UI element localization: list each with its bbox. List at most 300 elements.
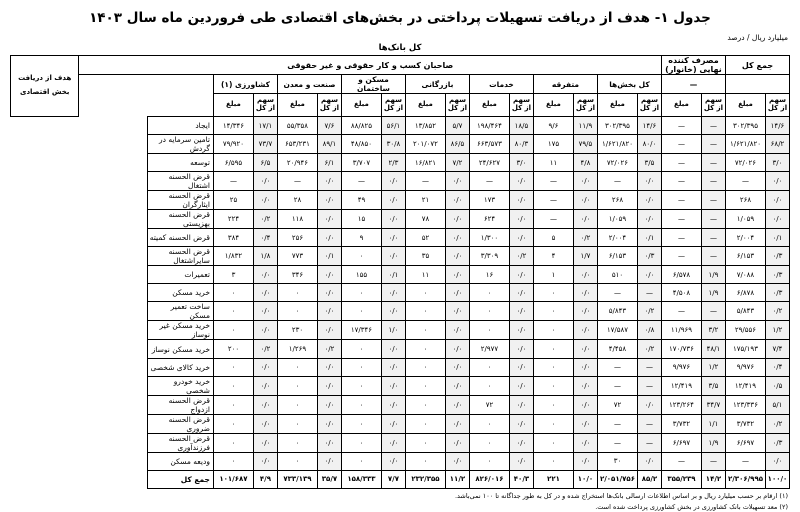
cell-amount: ۶/۱۵۳ xyxy=(725,247,765,266)
cell-share: ۰/۰ xyxy=(445,452,469,470)
cell-share: ۰/۲ xyxy=(253,210,277,229)
cell-share: ۰/۲ xyxy=(637,302,661,321)
cell-share: ۰/۳ xyxy=(766,266,790,284)
cell-amount: ۰ xyxy=(405,321,445,340)
cell-share: ۷۹/۵ xyxy=(573,135,597,154)
header-subgroup-household: — xyxy=(661,75,725,94)
total-share: ۴/۹ xyxy=(253,470,277,488)
header-subgroup: خدمات xyxy=(469,75,533,94)
cell-share: ۱۷/۱ xyxy=(253,117,277,135)
cell-share: ۰/۰ xyxy=(445,247,469,266)
cell-amount: ۰ xyxy=(213,452,253,470)
cell-amount: ۰ xyxy=(277,452,317,470)
cell-amount: — xyxy=(533,210,573,229)
header-subgroup-total xyxy=(725,75,789,94)
total-amount: ۲۳۲/۳۵۵ xyxy=(405,470,445,488)
cell-share: ۰/۰ xyxy=(317,229,341,247)
table-row xyxy=(11,284,790,302)
cell-amount: ۴/۴۵۸ xyxy=(597,340,637,358)
cell-amount: ۷۲ xyxy=(469,395,509,414)
header-subgroup-row xyxy=(11,75,790,94)
cell-share: — xyxy=(701,452,725,470)
cell-amount: ۲۰/۹۴۶ xyxy=(277,154,317,172)
cell-amount: ۵/۸۴۳ xyxy=(725,302,765,321)
table-row xyxy=(11,210,790,229)
cell-amount: ۶۵۳/۲۳۱ xyxy=(277,135,317,154)
row-label: توسعه xyxy=(147,154,213,172)
cell-amount: ۳/۷۳۲ xyxy=(725,414,765,433)
cell-amount: ۱۱۸ xyxy=(277,210,317,229)
cell-share: ۰/۰ xyxy=(509,414,533,433)
cell-share: ۱/۲ xyxy=(766,321,790,340)
table-row xyxy=(11,433,790,452)
cell-share: ۰/۰ xyxy=(637,395,661,414)
cell-share: ۰/۵ xyxy=(766,376,790,395)
cell-amount: ۷۲/۰۲۶ xyxy=(597,154,637,172)
cell-amount: ۰ xyxy=(469,284,509,302)
cell-share: ۰/۰ xyxy=(509,229,533,247)
cell-amount: ۴۸/۸۵۰ xyxy=(341,135,381,154)
header-amount: مبلغ xyxy=(341,94,381,117)
cell-share: ۰/۰ xyxy=(445,376,469,395)
cell-amount: — xyxy=(661,210,701,229)
cell-amount: ۰ xyxy=(213,321,253,340)
cell-share: ۰/۰ xyxy=(509,284,533,302)
cell-amount: ۱۵۵ xyxy=(341,266,381,284)
row-label: ودیعه مسکن xyxy=(147,452,213,470)
cell-amount: ۸۸/۸۲۵ xyxy=(341,117,381,135)
total-share: ۱۴/۲ xyxy=(701,470,725,488)
cell-share: ۰/۰ xyxy=(253,376,277,395)
cell-share: ۰/۰ xyxy=(317,266,341,284)
cell-share: ۰/۰ xyxy=(573,321,597,340)
cell-amount: ۰ xyxy=(533,452,573,470)
cell-amount: ۰ xyxy=(469,376,509,395)
cell-share: ۰/۰ xyxy=(509,302,533,321)
cell-share: ۰/۰ xyxy=(573,395,597,414)
cell-amount: ۲/۰۰۴ xyxy=(725,229,765,247)
header-corner: هدف از دریافت بخش اقتصادی xyxy=(11,56,79,117)
cell-share: ۰/۰ xyxy=(317,172,341,191)
cell-share: ۶۸/۲ xyxy=(766,135,790,154)
total-amount: ۲/۳۰۶/۹۹۵ xyxy=(725,470,765,488)
cell-amount: ۳/۷۳۲ xyxy=(661,414,701,433)
cell-amount: — xyxy=(597,433,637,452)
cell-share: ۰/۰ xyxy=(317,452,341,470)
cell-share: ۰/۰ xyxy=(445,414,469,433)
cell-share: ۰/۰ xyxy=(573,302,597,321)
cell-share: ۰/۱ xyxy=(766,229,790,247)
cell-share: ۰/۰ xyxy=(253,172,277,191)
cell-share: ۸۶/۵ xyxy=(445,135,469,154)
cell-amount: ۰ xyxy=(533,302,573,321)
cell-share: ۰/۰ xyxy=(509,266,533,284)
cell-amount: ۰ xyxy=(469,414,509,433)
cell-share: — xyxy=(701,191,725,210)
cell-share: ۱۸/۵ xyxy=(509,117,533,135)
cell-share: ۰/۳ xyxy=(766,247,790,266)
cell-share: ۰/۰ xyxy=(445,229,469,247)
cell-share: ۰/۰ xyxy=(445,172,469,191)
cell-amount: ۷۷۳ xyxy=(277,247,317,266)
cell-share: ۱/۰ xyxy=(381,321,405,340)
cell-amount: — xyxy=(661,135,701,154)
cell-share: ۰/۱ xyxy=(317,247,341,266)
cell-share: ۰/۰ xyxy=(445,340,469,358)
header-share-of-total: سهم از کل xyxy=(766,94,790,117)
table-row xyxy=(11,247,790,266)
cell-share: ۰/۰ xyxy=(381,414,405,433)
cell-share: ۰/۰ xyxy=(509,358,533,376)
cell-amount: ۳۰۲/۳۹۵ xyxy=(597,117,637,135)
cell-amount: ۱۶/۸۲۱ xyxy=(405,154,445,172)
cell-amount: ۱/۶۲۱/۸۲۰ xyxy=(597,135,637,154)
cell-share: ۳/۲ xyxy=(701,321,725,340)
bank-scope-label: کل بانک‌ها xyxy=(378,43,422,53)
cell-share: ۰/۰ xyxy=(445,284,469,302)
table-row xyxy=(11,154,790,172)
cell-amount: ۱۷/۳۴۶ xyxy=(341,321,381,340)
row-label: قرض الحسنه فرزندآوری xyxy=(147,433,213,452)
cell-share: ۰/۰ xyxy=(766,210,790,229)
cell-amount: ۰ xyxy=(405,395,445,414)
table-row xyxy=(11,376,790,395)
cell-share: ۰/۰ xyxy=(381,247,405,266)
cell-amount: ۱۲/۴۱۹ xyxy=(661,376,701,395)
cell-amount: ۰ xyxy=(341,433,381,452)
cell-share: ۰/۰ xyxy=(253,302,277,321)
cell-share: — xyxy=(701,229,725,247)
cell-amount: ۰ xyxy=(405,414,445,433)
cell-share: ۰/۰ xyxy=(573,266,597,284)
cell-amount: ۱۲/۴۱۹ xyxy=(725,376,765,395)
cell-share: ۰/۰ xyxy=(573,191,597,210)
cell-share: ۰/۰ xyxy=(573,284,597,302)
cell-share: ۰/۰ xyxy=(317,321,341,340)
cell-amount: ۰ xyxy=(533,376,573,395)
cell-amount: — xyxy=(661,191,701,210)
cell-amount: ۰ xyxy=(341,414,381,433)
cell-amount: ۲۹/۵۵۶ xyxy=(725,321,765,340)
cell-share: ۰/۰ xyxy=(573,358,597,376)
cell-share: ۰/۰ xyxy=(381,395,405,414)
cell-amount: ۲/۹۷۷ xyxy=(469,340,509,358)
cell-share: ۰/۰ xyxy=(253,321,277,340)
cell-amount: ۳۵ xyxy=(405,247,445,266)
cell-amount: ۰ xyxy=(341,284,381,302)
cell-share: ۰/۰ xyxy=(573,414,597,433)
cell-amount: ۱۶ xyxy=(469,266,509,284)
row-label: قرض الحسنه کمیته xyxy=(147,229,213,247)
cell-amount: ۰ xyxy=(341,247,381,266)
header-amount: مبلغ xyxy=(405,94,445,117)
cell-share: ۲/۳ xyxy=(381,154,405,172)
cell-amount: — xyxy=(597,172,637,191)
cell-amount: ۵۱۰ xyxy=(597,266,637,284)
cell-share: ۰/۱ xyxy=(381,266,405,284)
cell-amount: — xyxy=(661,172,701,191)
cell-share: ۰/۰ xyxy=(381,191,405,210)
cell-amount: — xyxy=(405,172,445,191)
row-label: خرید مسکن xyxy=(147,284,213,302)
table-row xyxy=(11,117,790,135)
cell-amount: ۲۵ xyxy=(213,191,253,210)
cell-share: ۰/۰ xyxy=(509,340,533,358)
cell-amount: ۶/۱۵۳ xyxy=(597,247,637,266)
cell-amount: ۳۰۲/۳۹۵ xyxy=(725,117,765,135)
cell-share: ۰/۰ xyxy=(381,229,405,247)
cell-share: ۰/۰ xyxy=(317,395,341,414)
cell-amount: ۳۸۴ xyxy=(213,229,253,247)
cell-amount: ۹/۶ xyxy=(533,117,573,135)
cell-amount: ۵۵/۳۵۸ xyxy=(277,117,317,135)
cell-amount: ۹/۹۷۶ xyxy=(661,358,701,376)
cell-share: ۰/۰ xyxy=(573,376,597,395)
cell-amount: ۲۶۸ xyxy=(597,191,637,210)
footnotes xyxy=(10,492,790,512)
cell-amount: ۲۱ xyxy=(405,191,445,210)
cell-share: ۰/۰ xyxy=(445,266,469,284)
cell-amount: ۱۵ xyxy=(341,210,381,229)
header-group: صاحبان کسب و کار حقوقی و غیر حقوقی xyxy=(79,56,661,75)
cell-share: ۰/۰ xyxy=(509,321,533,340)
header-share-of-total: سهم از کل xyxy=(381,94,405,117)
cell-share: — xyxy=(701,247,725,266)
cell-amount: ۰ xyxy=(405,433,445,452)
cell-amount: ۱۲۳/۲۶۴ xyxy=(661,395,701,414)
cell-amount: ۲۳۰ xyxy=(277,321,317,340)
header-share-of-total: سهم از کل xyxy=(509,94,533,117)
cell-share: ۰/۰ xyxy=(509,452,533,470)
cell-share: ۰/۰ xyxy=(573,172,597,191)
cell-share: ۰/۰ xyxy=(445,210,469,229)
cell-amount: ۰ xyxy=(533,340,573,358)
row-label: خرید مسکن نوساز xyxy=(147,340,213,358)
total-amount: ۲/۰۵۱/۷۵۶ xyxy=(597,470,637,488)
cell-amount: ۰ xyxy=(341,302,381,321)
cell-share: ۷/۲ xyxy=(445,154,469,172)
cell-amount: — xyxy=(661,229,701,247)
cell-amount: ۶/۸۷۸ xyxy=(725,284,765,302)
cell-share: ۰/۴ xyxy=(766,358,790,376)
header-group: جمع کل xyxy=(725,56,789,75)
cell-share: ۰/۰ xyxy=(445,191,469,210)
header-subgroup: کل بخش‌ها xyxy=(597,75,661,94)
cell-share: ۱۱/۹ xyxy=(573,117,597,135)
cell-share: ۰/۰ xyxy=(381,210,405,229)
total-row xyxy=(11,470,790,488)
unit-row xyxy=(10,33,790,42)
cell-share: ۰/۰ xyxy=(573,452,597,470)
row-label: قرض الحسنه ازدواج xyxy=(147,395,213,414)
cell-share: ۷۳/۷ xyxy=(253,135,277,154)
cell-amount: ۰ xyxy=(277,284,317,302)
header-group-row xyxy=(11,56,790,75)
cell-amount: ۱۷۳ xyxy=(469,191,509,210)
cell-amount: ۰ xyxy=(405,376,445,395)
cell-amount: ۰ xyxy=(533,358,573,376)
cell-share: ۰/۳ xyxy=(637,247,661,266)
cell-share: ۰/۰ xyxy=(253,452,277,470)
row-label: قرض الحسنه اشتغال xyxy=(147,172,213,191)
cell-amount: ۱/۰۵۹ xyxy=(725,210,765,229)
table-row xyxy=(11,452,790,470)
cell-amount: ۱۷۵/۱۹۳ xyxy=(725,340,765,358)
cell-share: ۰/۰ xyxy=(509,172,533,191)
cell-amount: ۰ xyxy=(277,433,317,452)
cell-share: ۳/۰ xyxy=(766,154,790,172)
cell-amount: ۰ xyxy=(405,358,445,376)
header-share-of-total: سهم از کل xyxy=(573,94,597,117)
cell-share: ۰/۰ xyxy=(317,358,341,376)
cell-amount: ۱/۸۳۲ xyxy=(213,247,253,266)
cell-share: ۰/۰ xyxy=(445,433,469,452)
total-amount: ۱۰۱/۶۸۷ xyxy=(213,470,253,488)
cell-share: ۸۹/۱ xyxy=(317,135,341,154)
cell-amount: ۱۷۵ xyxy=(533,135,573,154)
cell-amount: ۰ xyxy=(469,433,509,452)
cell-amount: ۷۲/۰۲۶ xyxy=(725,154,765,172)
cell-amount: ۰ xyxy=(277,395,317,414)
header-group: مصرف کننده نهایی (خانوار) xyxy=(661,56,725,75)
total-share: ۳۵/۷ xyxy=(317,470,341,488)
cell-amount: ۰ xyxy=(213,395,253,414)
cell-share: — xyxy=(637,358,661,376)
cell-amount: — xyxy=(469,172,509,191)
header-share-of-total: سهم از کل xyxy=(317,94,341,117)
cell-amount: ۰ xyxy=(341,358,381,376)
cell-amount: — xyxy=(661,117,701,135)
cell-share: ۰/۰ xyxy=(317,376,341,395)
row-label: قرض الحسنه ضروری xyxy=(147,414,213,433)
cell-share: ۰/۰ xyxy=(509,376,533,395)
cell-amount: ۴/۵۰۸ xyxy=(661,284,701,302)
row-label: قرض الحسنه سایراشتغال xyxy=(147,247,213,266)
table-row xyxy=(11,395,790,414)
cell-amount: — xyxy=(277,172,317,191)
total-amount: ۲۲۱ xyxy=(533,470,573,488)
header-cell-row xyxy=(11,94,790,117)
cell-amount: — xyxy=(661,452,701,470)
table-row xyxy=(11,358,790,376)
cell-amount: — xyxy=(533,191,573,210)
cell-share: ۵/۷ xyxy=(445,117,469,135)
cell-amount: ۷۲ xyxy=(597,395,637,414)
table-row xyxy=(11,135,790,154)
cell-amount: ۰ xyxy=(469,358,509,376)
total-amount: ۳۵۵/۲۳۹ xyxy=(661,470,701,488)
cell-share: ۰/۰ xyxy=(573,433,597,452)
header-subgroup: صنعت و معدن xyxy=(277,75,341,94)
cell-amount: ۵ xyxy=(533,229,573,247)
cell-amount: ۱۴/۳۴۶ xyxy=(213,117,253,135)
cell-share: ۱/۲ xyxy=(701,358,725,376)
header-amount: مبلغ xyxy=(725,94,765,117)
total-amount: ۷۳۳/۱۳۹ xyxy=(277,470,317,488)
cell-amount: ۱۷۰/۷۳۶ xyxy=(661,340,701,358)
cell-amount: ۰ xyxy=(469,452,509,470)
cell-share: ۰/۰ xyxy=(573,340,597,358)
table-body xyxy=(11,117,790,489)
total-share: ۱۱/۲ xyxy=(445,470,469,488)
cell-share: — xyxy=(637,414,661,433)
cell-amount: ۰ xyxy=(533,414,573,433)
table-row xyxy=(11,266,790,284)
cell-share: ۳/۵ xyxy=(701,376,725,395)
cell-amount: ۰ xyxy=(277,302,317,321)
cell-amount: — xyxy=(725,452,765,470)
cell-amount: — xyxy=(341,172,381,191)
cell-amount: ۰ xyxy=(213,302,253,321)
cell-share: — xyxy=(701,154,725,172)
row-label: ایجاد xyxy=(147,117,213,135)
total-share: ۱۰/۰ xyxy=(573,470,597,488)
cell-amount: ۰ xyxy=(341,452,381,470)
cell-share: ۴/۸ xyxy=(573,154,597,172)
cell-amount: ۶/۶۹۷ xyxy=(725,433,765,452)
header-amount: مبلغ xyxy=(213,94,253,117)
cell-amount: ۱۳/۸۵۲ xyxy=(405,117,445,135)
facilities-table xyxy=(10,55,790,489)
cell-amount: ۰ xyxy=(277,414,317,433)
cell-amount: ۵۲ xyxy=(405,229,445,247)
cell-amount: ۰ xyxy=(405,452,445,470)
cell-share: — xyxy=(637,284,661,302)
row-label: تعمیرات xyxy=(147,266,213,284)
table-row xyxy=(11,191,790,210)
cell-amount: ۲۰۰ xyxy=(213,340,253,358)
row-label: تامین سرمایه در گردش xyxy=(147,135,213,154)
cell-share: — xyxy=(701,210,725,229)
cell-amount: — xyxy=(597,414,637,433)
cell-share: ۰/۰ xyxy=(381,284,405,302)
header-amount: مبلغ xyxy=(597,94,637,117)
cell-share: ۰/۰ xyxy=(445,302,469,321)
cell-amount: ۳ xyxy=(213,266,253,284)
total-share: ۱۰۰/۰ xyxy=(766,470,790,488)
cell-amount: ۶۲۴ xyxy=(469,210,509,229)
cell-amount: ۹/۹۷۶ xyxy=(725,358,765,376)
cell-share: ۰/۰ xyxy=(766,191,790,210)
cell-share: ۰/۰ xyxy=(381,340,405,358)
cell-share: ۰/۰ xyxy=(509,210,533,229)
cell-amount: ۵/۸۴۳ xyxy=(597,302,637,321)
cell-share: ۰/۰ xyxy=(317,433,341,452)
cell-amount: ۶/۵۷۸ xyxy=(661,266,701,284)
cell-share: ۱/۹ xyxy=(701,284,725,302)
cell-share: ۷/۶ xyxy=(317,117,341,135)
cell-share: ۱/۱ xyxy=(701,414,725,433)
cell-share: ۰/۰ xyxy=(317,414,341,433)
cell-amount: ۰ xyxy=(533,433,573,452)
cell-amount: ۱۹۸/۴۶۴ xyxy=(469,117,509,135)
cell-amount: ۰ xyxy=(533,284,573,302)
cell-amount: — xyxy=(533,172,573,191)
cell-amount: ۱۱ xyxy=(533,154,573,172)
cell-amount: ۲۴/۶۲۷ xyxy=(469,154,509,172)
cell-amount: ۰ xyxy=(341,376,381,395)
cell-share: ۰/۰ xyxy=(381,452,405,470)
cell-amount: ۰ xyxy=(533,321,573,340)
cell-share: ۰/۰ xyxy=(445,395,469,414)
cell-amount: — xyxy=(597,358,637,376)
cell-amount: ۳۴۶ xyxy=(277,266,317,284)
header-share-of-total: سهم از کل xyxy=(253,94,277,117)
cell-share: ۰/۰ xyxy=(253,191,277,210)
cell-share: ۰/۳ xyxy=(766,284,790,302)
cell-share: ۰/۰ xyxy=(253,266,277,284)
cell-share: ۰/۰ xyxy=(381,302,405,321)
